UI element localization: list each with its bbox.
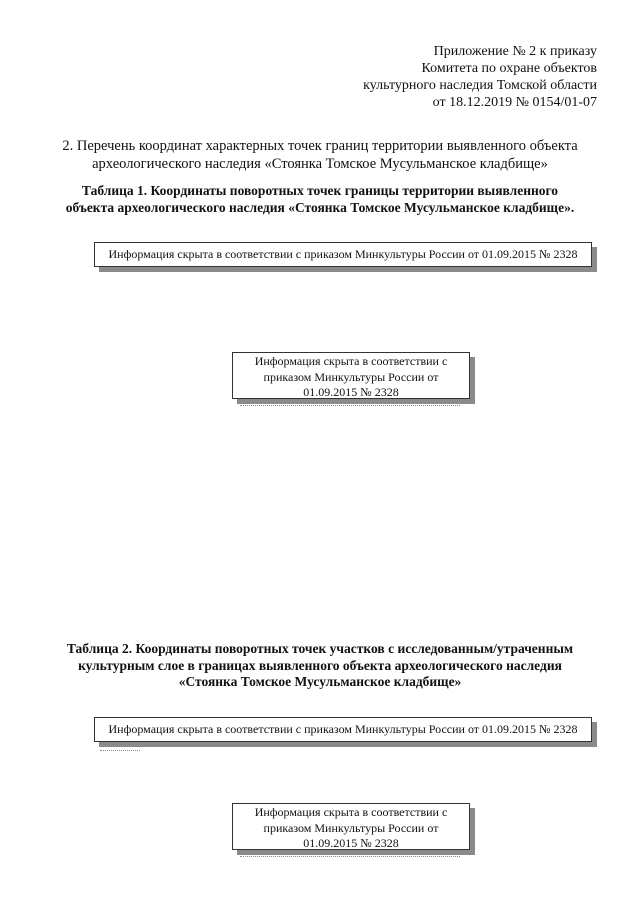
dotted-line (150, 270, 230, 271)
section-title-line2: археологического наследия «Стоянка Томское Мусульманское кладбище» (92, 156, 548, 172)
table2-hidden-info-notice (94, 717, 592, 742)
table1-title-line1: Таблица 1. Координаты поворотных точек границы территории выявленного (81, 183, 559, 198)
table2-title-line3: «Стоянка Томское Мусульманское кладбище» (178, 674, 462, 689)
hidden-info-line2: приказом Минкультуры России от (263, 369, 439, 384)
table2-title (60, 641, 580, 691)
header-line-appendix: Приложение № 2 к приказу (433, 44, 597, 59)
order-appendix-header (277, 43, 597, 111)
table2-title-line2: культурным слое в границах выявленного объекта археологического наследия (78, 657, 562, 673)
header-line-date: от 18.12.2019 № 0154/01-07 (432, 95, 597, 110)
table2-title-line1: Таблица 2. Координаты поворотных точек участков с исследованным/утраченным (66, 641, 574, 656)
dotted-line (240, 745, 310, 746)
section-title-line1: 2. Перечень координат характерных точек границ территории выявленного объекта (62, 138, 578, 154)
table1-hidden-info-notice (94, 242, 592, 267)
dotted-line (500, 745, 560, 746)
hidden-info-text: Информация скрыта в соответствии с приказом Минкультуры России от 01.09.2015 № 2328 (108, 722, 578, 736)
hidden-info-line3: 01.09.2015 № 2328 (303, 385, 399, 399)
hidden-info-line1: Информация скрыта в соответствии с (254, 805, 448, 819)
hidden-info-line1: Информация скрыта в соответствии с (254, 354, 448, 368)
header-line-committee: Комитета по охране объектов (421, 61, 597, 76)
dotted-line (100, 750, 140, 751)
header-line-region: культурного наследия Томской области (363, 78, 597, 93)
table2-hidden-info-notice-small (232, 803, 470, 850)
table1-hidden-info-notice-small (232, 352, 470, 399)
hidden-info-text: Информация скрыта в соответствии с приказом Минкультуры России от 01.09.2015 № 2328 (108, 247, 578, 261)
table1-title (60, 183, 580, 216)
section-title (60, 137, 580, 173)
dotted-line (240, 856, 460, 857)
dotted-line (440, 270, 560, 271)
table1-title-line2: объекта археологического наследия «Стоянка Томское Мусульманское кладбище». (65, 199, 575, 215)
hidden-info-line2: приказом Минкультуры России от (263, 820, 439, 835)
hidden-info-line3: 01.09.2015 № 2328 (303, 836, 399, 850)
dotted-line (240, 405, 460, 406)
